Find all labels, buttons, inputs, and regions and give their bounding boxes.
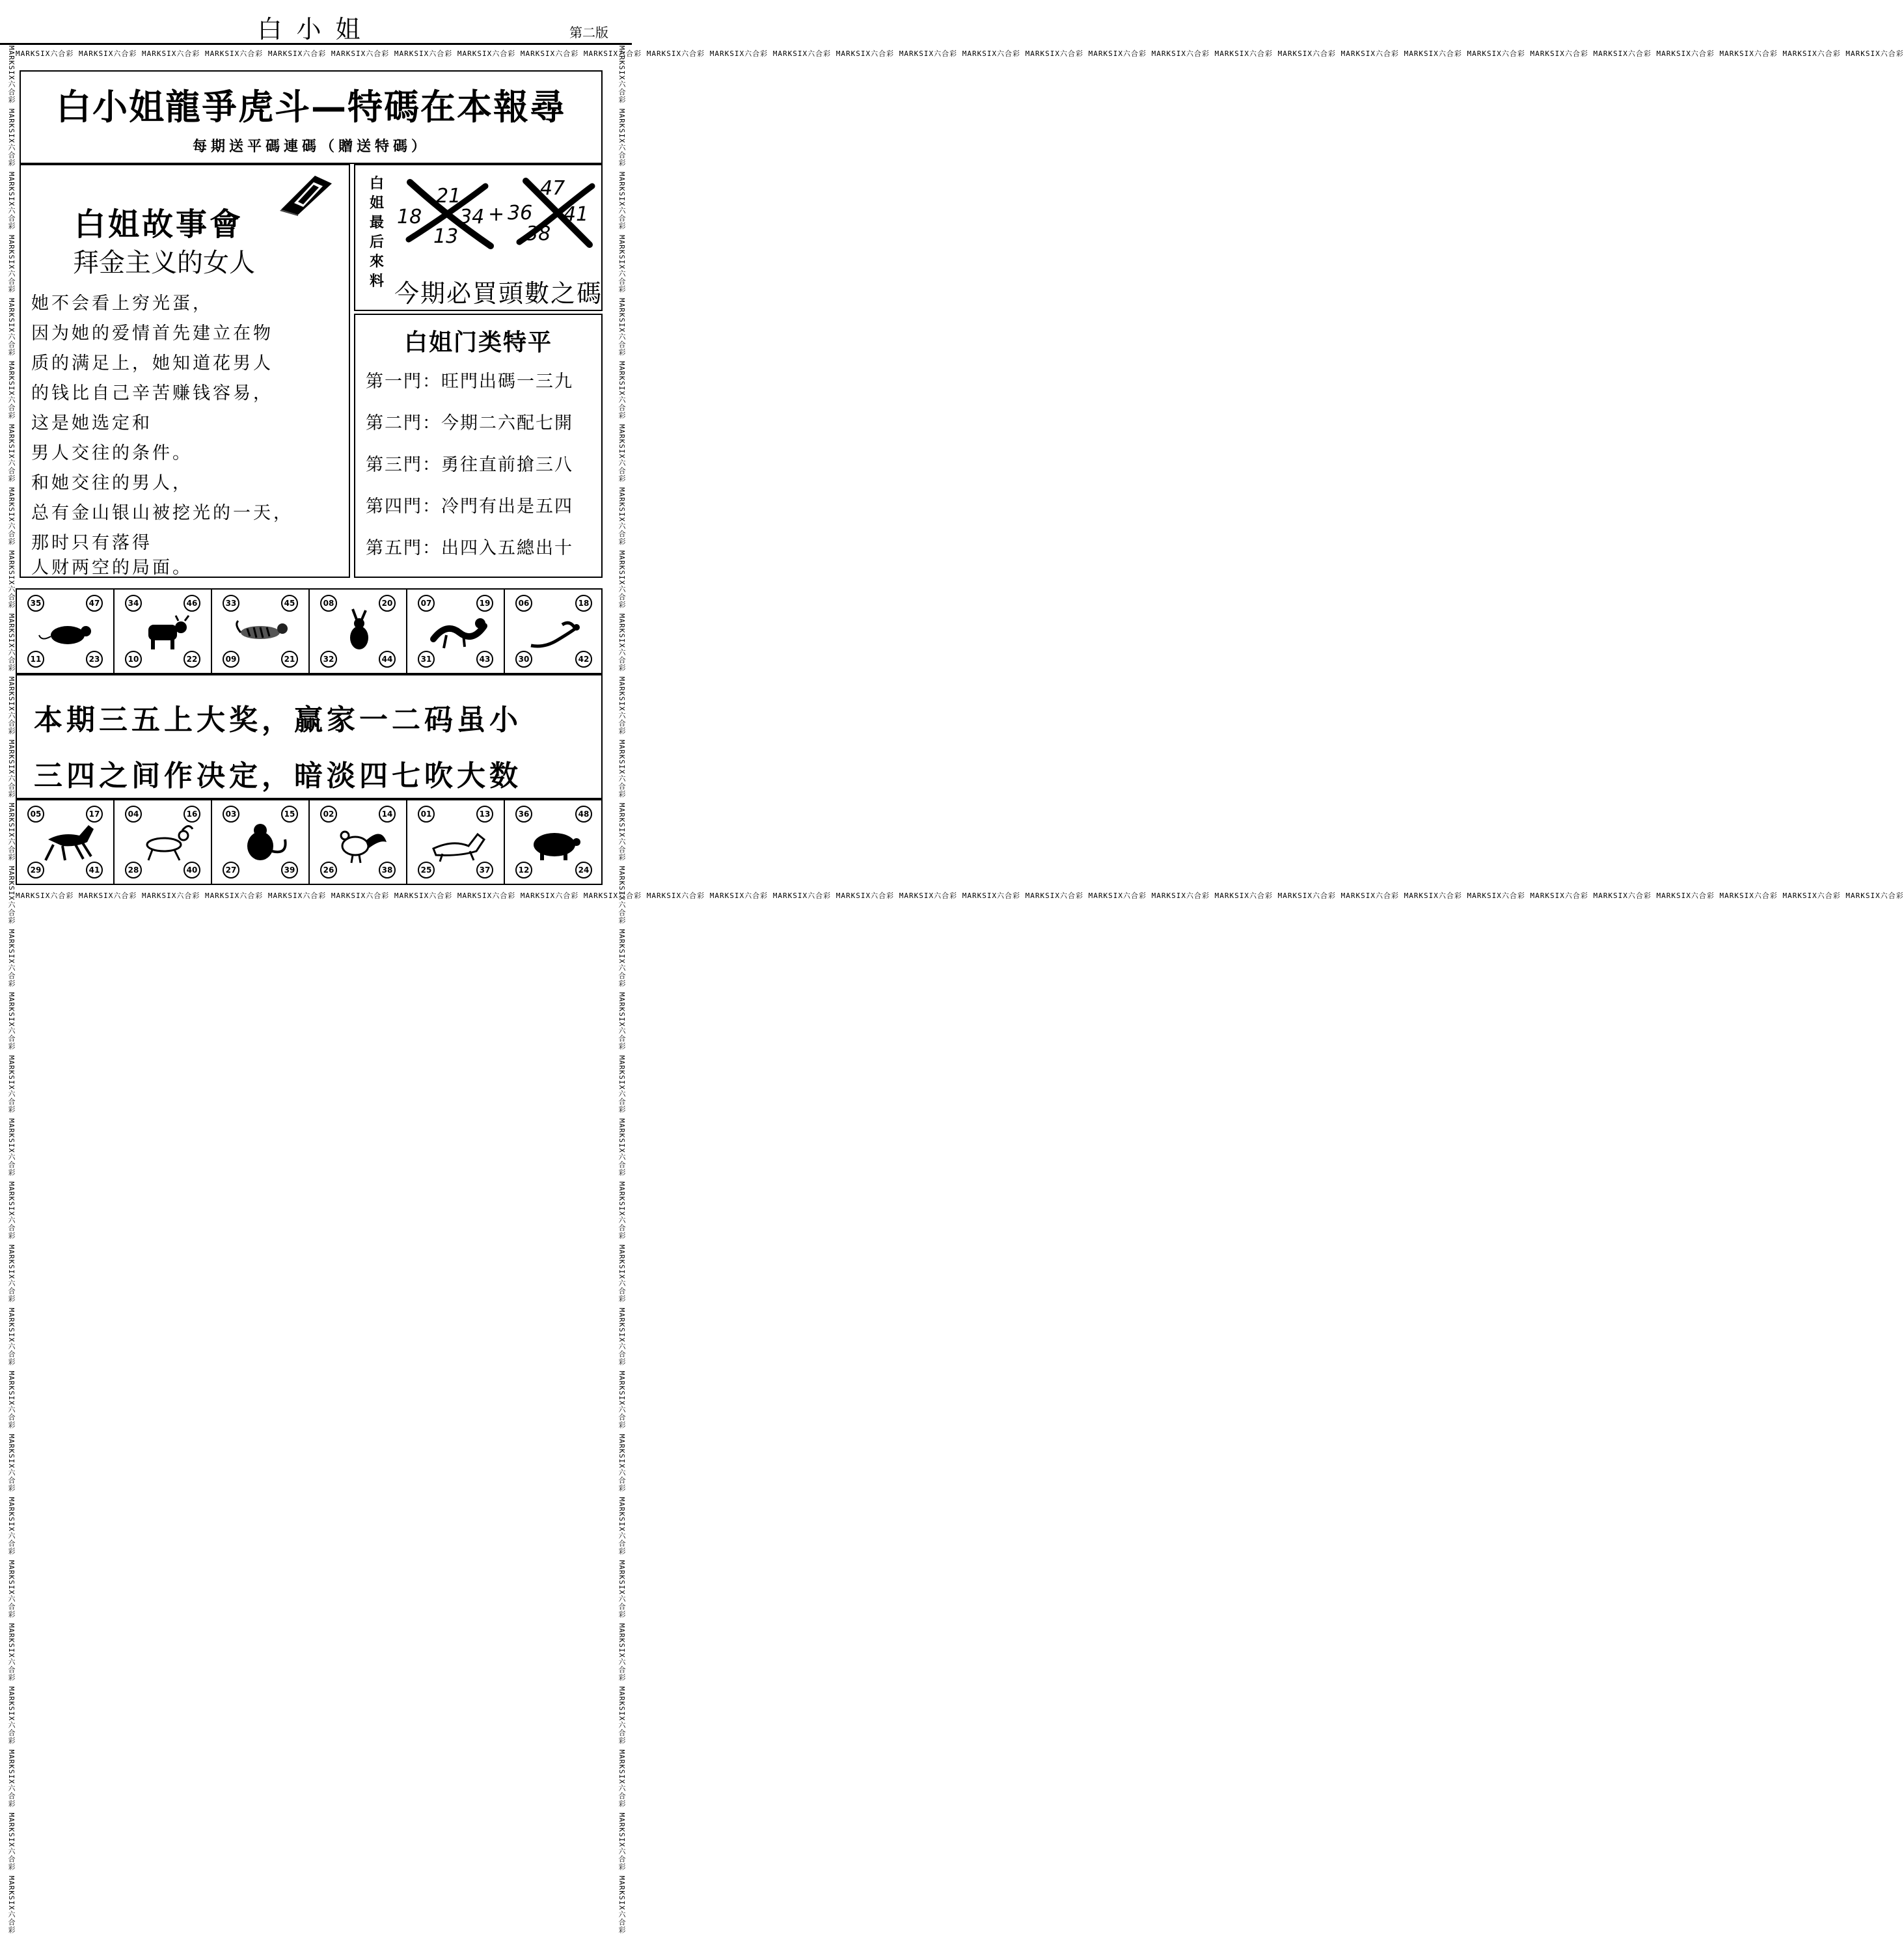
tiger-icon [232, 609, 290, 653]
gates-title: 白姐门类特平 [403, 329, 552, 356]
gates-panel [354, 314, 603, 578]
number-ball: 19 [476, 595, 493, 612]
story-line: 那时只有落得 [31, 533, 152, 553]
horse-icon [36, 820, 95, 864]
number-ball: 34 [125, 595, 142, 612]
pick-number: 36 [508, 202, 533, 225]
story-line: 的钱比自己辛苦赚钱容易， [31, 383, 273, 403]
ox-icon [134, 609, 193, 653]
rat-icon [36, 609, 95, 653]
story-line: 她不会看上穷光蛋， [31, 293, 213, 314]
zodiac-row-bottom [16, 799, 603, 885]
number-ball: 05 [27, 806, 44, 823]
pick-number: 21 [436, 185, 461, 208]
rabbit-icon [329, 609, 388, 653]
number-ball: 33 [223, 595, 239, 612]
pick-caption: 今期必買頭數之碼 [394, 279, 603, 308]
number-ball: 24 [575, 862, 592, 878]
number-ball: 07 [418, 595, 435, 612]
zodiac-cell [115, 800, 212, 884]
number-ball: 02 [320, 806, 337, 823]
pig-icon [524, 820, 583, 864]
zodiac-cell [505, 800, 603, 884]
story-line: 这是她选定和 [31, 413, 152, 433]
number-ball: 47 [86, 595, 103, 612]
number-ball: 18 [575, 595, 592, 612]
number-ball: 15 [281, 806, 298, 823]
story-line: 质的满足上，她知道花男人 [31, 353, 273, 374]
headline-subtitle: 每期送平碼連碼（贈送特碼） [192, 139, 429, 155]
pick-number: 13 [433, 225, 459, 248]
number-ball: 46 [184, 595, 200, 612]
number-ball: 12 [515, 862, 532, 878]
number-ball: 35 [27, 595, 44, 612]
rooster-icon [329, 820, 388, 864]
watermark-strip-top: MARKSIX六合彩 MARKSIX六合彩 MARKSIX六合彩 MARKSIX六合彩 MARKSIX六合彩 MARKSIX六合彩 MARKSIX六合彩 MARKSIX六合彩 MARKSIX六合彩 MARKSIX六合彩 MARKSIX六合彩 MARKSIX六合彩 MARKSIX六合彩 MARKSIX六合彩 MARKSIX六合彩 MARKSIX六合彩 MARKSIX六合彩 MARKSIX六合彩 MARKSIX六合彩 MARKSIX六合彩 MARKSIX六合彩 MARKSIX六合彩 MARKSIX六合彩 MARKSIX六合彩 MARKSIX六合彩 MARKSIX六合彩 MARKSIX六合彩 MARKSIX六合彩 MARKSIX六合彩 MARKSIX六合彩 [16, 49, 1904, 58]
story-panel [20, 164, 350, 578]
book-icon [275, 174, 333, 216]
number-ball: 36 [515, 806, 532, 823]
dog-icon [427, 820, 485, 864]
zodiac-cell [212, 800, 310, 884]
number-ball: 04 [125, 806, 142, 823]
number-ball: 25 [418, 862, 435, 878]
number-ball: 39 [281, 862, 298, 878]
monkey-icon [232, 820, 290, 864]
plus-sign: + [488, 203, 505, 226]
watermark-strip-left: MARKSIX六合彩 MARKSIX六合彩 MARKSIX六合彩 MARKSIX六合彩 MARKSIX六合彩 MARKSIX六合彩 MARKSIX六合彩 MARKSIX六合彩 MARKSIX六合彩 MARKSIX六合彩 MARKSIX六合彩 MARKSIX六合彩 MARKSIX六合彩 MARKSIX六合彩 MARKSIX六合彩 MARKSIX六合彩 MARKSIX六合彩 MARKSIX六合彩 MARKSIX六合彩 MARKSIX六合彩 MARKSIX六合彩 MARKSIX六合彩 MARKSIX六合彩 MARKSIX六合彩 MARKSIX六合彩 MARKSIX六合彩 MARKSIX六合彩 MARKSIX六合彩 MARKSIX六合彩 MARKSIX六合彩 [7, 46, 16, 1934]
number-ball: 14 [379, 806, 396, 823]
pick-vertical-label: 白姐最后來料 [369, 176, 384, 290]
number-ball: 08 [320, 595, 337, 612]
number-ball: 44 [379, 651, 396, 668]
number-ball: 48 [575, 806, 592, 823]
pick-number: 38 [526, 223, 551, 245]
poem-line: 三四之间作决定，暗淡四七吹大数 [34, 759, 522, 793]
number-ball: 06 [515, 595, 532, 612]
zodiac-cell [212, 590, 310, 673]
gate-item: 第五門：出四入五總出十 [366, 538, 573, 558]
number-ball: 29 [27, 862, 44, 878]
zodiac-cell [115, 590, 212, 673]
poem-line: 本期三五上大奖，赢家一二码虽小 [34, 703, 522, 737]
number-ball: 13 [476, 806, 493, 823]
story-line: 总有金山银山被挖光的一天， [31, 503, 293, 523]
number-ball: 28 [125, 862, 142, 878]
watermark-strip-bottom: MARKSIX六合彩 MARKSIX六合彩 MARKSIX六合彩 MARKSIX六合彩 MARKSIX六合彩 MARKSIX六合彩 MARKSIX六合彩 MARKSIX六合彩 MARKSIX六合彩 MARKSIX六合彩 MARKSIX六合彩 MARKSIX六合彩 MARKSIX六合彩 MARKSIX六合彩 MARKSIX六合彩 MARKSIX六合彩 MARKSIX六合彩 MARKSIX六合彩 MARKSIX六合彩 MARKSIX六合彩 MARKSIX六合彩 MARKSIX六合彩 MARKSIX六合彩 MARKSIX六合彩 MARKSIX六合彩 MARKSIX六合彩 MARKSIX六合彩 MARKSIX六合彩 MARKSIX六合彩 MARKSIX六合彩 [16, 892, 1904, 900]
number-ball: 41 [86, 862, 103, 878]
story-line: 人财两空的局面。 [31, 558, 193, 578]
number-ball: 26 [320, 862, 337, 878]
number-ball: 10 [125, 651, 142, 668]
newspaper-title: 白小姐 [257, 15, 375, 44]
number-ball: 42 [575, 651, 592, 668]
pick-number: 41 [564, 203, 589, 226]
number-ball: 21 [281, 651, 298, 668]
number-ball: 30 [515, 651, 532, 668]
number-ball: 11 [27, 651, 44, 668]
number-ball: 27 [223, 862, 239, 878]
story-line: 男人交往的条件。 [31, 443, 193, 463]
story-line: 和她交往的男人， [31, 473, 193, 493]
zodiac-cell [407, 590, 505, 673]
pick-panel [354, 164, 603, 311]
number-ball: 40 [184, 862, 200, 878]
pick-number: 34 [459, 206, 485, 228]
number-ball: 20 [379, 595, 396, 612]
zodiac-cell [17, 800, 115, 884]
zodiac-cell [407, 800, 505, 884]
poem-panel [16, 674, 603, 799]
zodiac-row-top [16, 588, 603, 674]
snake-icon [524, 609, 583, 653]
headline-banner [20, 70, 603, 164]
story-subtitle: 拜金主义的女人 [73, 248, 255, 278]
pick-number: 47 [540, 177, 565, 200]
number-ball: 37 [476, 862, 493, 878]
number-ball: 17 [86, 806, 103, 823]
number-ball: 01 [418, 806, 435, 823]
number-ball: 23 [86, 651, 103, 668]
number-ball: 16 [184, 806, 200, 823]
headline-title: 白小姐龍爭虎斗—特碼在本報尋 [56, 87, 566, 128]
gate-item: 第三門：勇往直前搶三八 [366, 455, 573, 475]
zodiac-cell [310, 590, 407, 673]
gate-item: 第二門：今期二六配七開 [366, 413, 573, 433]
goat-icon [134, 820, 193, 864]
story-heading: 白姐故事會 [74, 206, 244, 243]
page-header [0, 0, 632, 45]
dragon-icon [427, 609, 485, 653]
gate-item: 第四門：冷門有出是五四 [366, 497, 573, 517]
number-ball: 45 [281, 595, 298, 612]
edition-label: 第二版 [569, 25, 608, 40]
number-ball: 22 [184, 651, 200, 668]
pick-number: 18 [397, 206, 422, 228]
number-ball: 43 [476, 651, 493, 668]
number-ball: 31 [418, 651, 435, 668]
watermark-strip-right: MARKSIX六合彩 MARKSIX六合彩 MARKSIX六合彩 MARKSIX六合彩 MARKSIX六合彩 MARKSIX六合彩 MARKSIX六合彩 MARKSIX六合彩 MARKSIX六合彩 MARKSIX六合彩 MARKSIX六合彩 MARKSIX六合彩 MARKSIX六合彩 MARKSIX六合彩 MARKSIX六合彩 MARKSIX六合彩 MARKSIX六合彩 MARKSIX六合彩 MARKSIX六合彩 MARKSIX六合彩 MARKSIX六合彩 MARKSIX六合彩 MARKSIX六合彩 MARKSIX六合彩 MARKSIX六合彩 MARKSIX六合彩 MARKSIX六合彩 MARKSIX六合彩 MARKSIX六合彩 MARKSIX六合彩 [618, 46, 626, 1934]
number-ball: 03 [223, 806, 239, 823]
zodiac-cell [17, 590, 115, 673]
story-line: 因为她的爱情首先建立在物 [31, 323, 273, 344]
gate-item: 第一門：旺門出碼一三九 [366, 372, 573, 392]
zodiac-cell [505, 590, 603, 673]
number-ball: 09 [223, 651, 239, 668]
number-ball: 32 [320, 651, 337, 668]
number-ball: 38 [379, 862, 396, 878]
zodiac-cell [310, 800, 407, 884]
